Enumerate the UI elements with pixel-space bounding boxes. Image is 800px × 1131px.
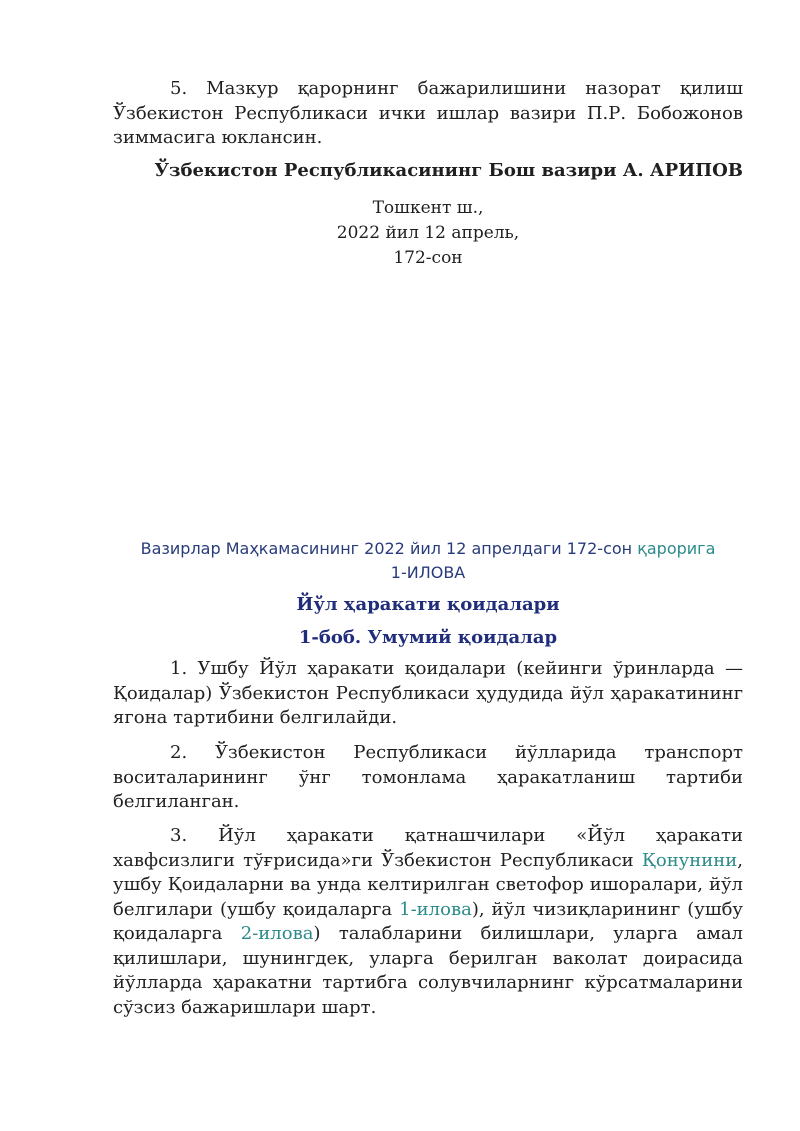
place-city: Тошкент ш.,	[372, 198, 484, 218]
paragraph-3-text-a: 3. Йўл ҳаракати қатнашчилари «Йўл ҳаракати хавфсизлиги тўғрисида»ги Ўзбекистон Республикаси	[113, 825, 743, 871]
annex-reference-text: Вазирлар Маҳкамасининг 2022 йил 12 апрелдаги 172-сон	[140, 539, 638, 558]
paragraph-1-block	[113, 657, 743, 731]
paragraph-2-block	[113, 741, 743, 815]
annex-1-link[interactable]: 1-илова	[399, 898, 472, 920]
paragraph-5-block	[113, 77, 743, 151]
law-link[interactable]: Қонунини	[641, 849, 738, 871]
chapter-title: 1-боб. Умумий қоидалар	[298, 627, 558, 648]
resolution-link[interactable]: қарорига	[637, 539, 716, 558]
paragraph-3-text-b: , ушбу Қоидаларни ва унда келтирилган светофор ишоралари, йўл белгилари (ушбу қоидаларга	[113, 849, 743, 920]
annex-reference	[113, 537, 743, 561]
paragraph-3-text-d: ) талабларини билишлари, уларга амал қилишлари, шунингдек, уларга берилган ваколат доирасида йўлларда ҳаракатни тартибга солувчиларнинг кўрсатмаларини сўзсиз бажаришлари шарт.	[113, 923, 743, 1018]
paragraph-2: 2. Ўзбекистон Республикаси йўлларида транспорт воситаларининг ўнг томонлама ҳаракатланиш тартиби белгиланган.	[113, 742, 743, 812]
document-title: Йўл ҳаракати қоидалари	[296, 594, 560, 615]
annex-number: 1-ИЛОВА	[390, 563, 466, 582]
paragraph-3-block	[113, 824, 743, 1020]
paragraph-5: 5. Мазкур қарорнинг бажарилишини назорат қилиш Ўзбекистон Республикаси ички ишлар вазири П.Р. Бобожонов зиммасига юклансин.	[113, 78, 743, 148]
annex-header	[113, 537, 743, 585]
place-and-date	[113, 196, 743, 271]
paragraph-1: 1. Ушбу Йўл ҳаракати қоидалари (кейинги ўринларда — Қоидалар) Ўзбекистон Республикаси ҳудудида йўл ҳаракатининг ягона тартибини белгилайди.	[113, 658, 743, 728]
annex-2-link[interactable]: 2-илова	[240, 923, 314, 944]
place-number: 172-сон	[393, 248, 463, 268]
paragraph-3-text-c: ), йўл чизиқларининг (ушбу қоидаларга	[113, 898, 743, 944]
signature-line: Ўзбекистон Республикасининг Бош вазири А. АРИПОВ	[154, 160, 743, 181]
place-date: 2022 йил 12 апрель,	[336, 223, 520, 243]
paragraph-3	[113, 824, 743, 1020]
